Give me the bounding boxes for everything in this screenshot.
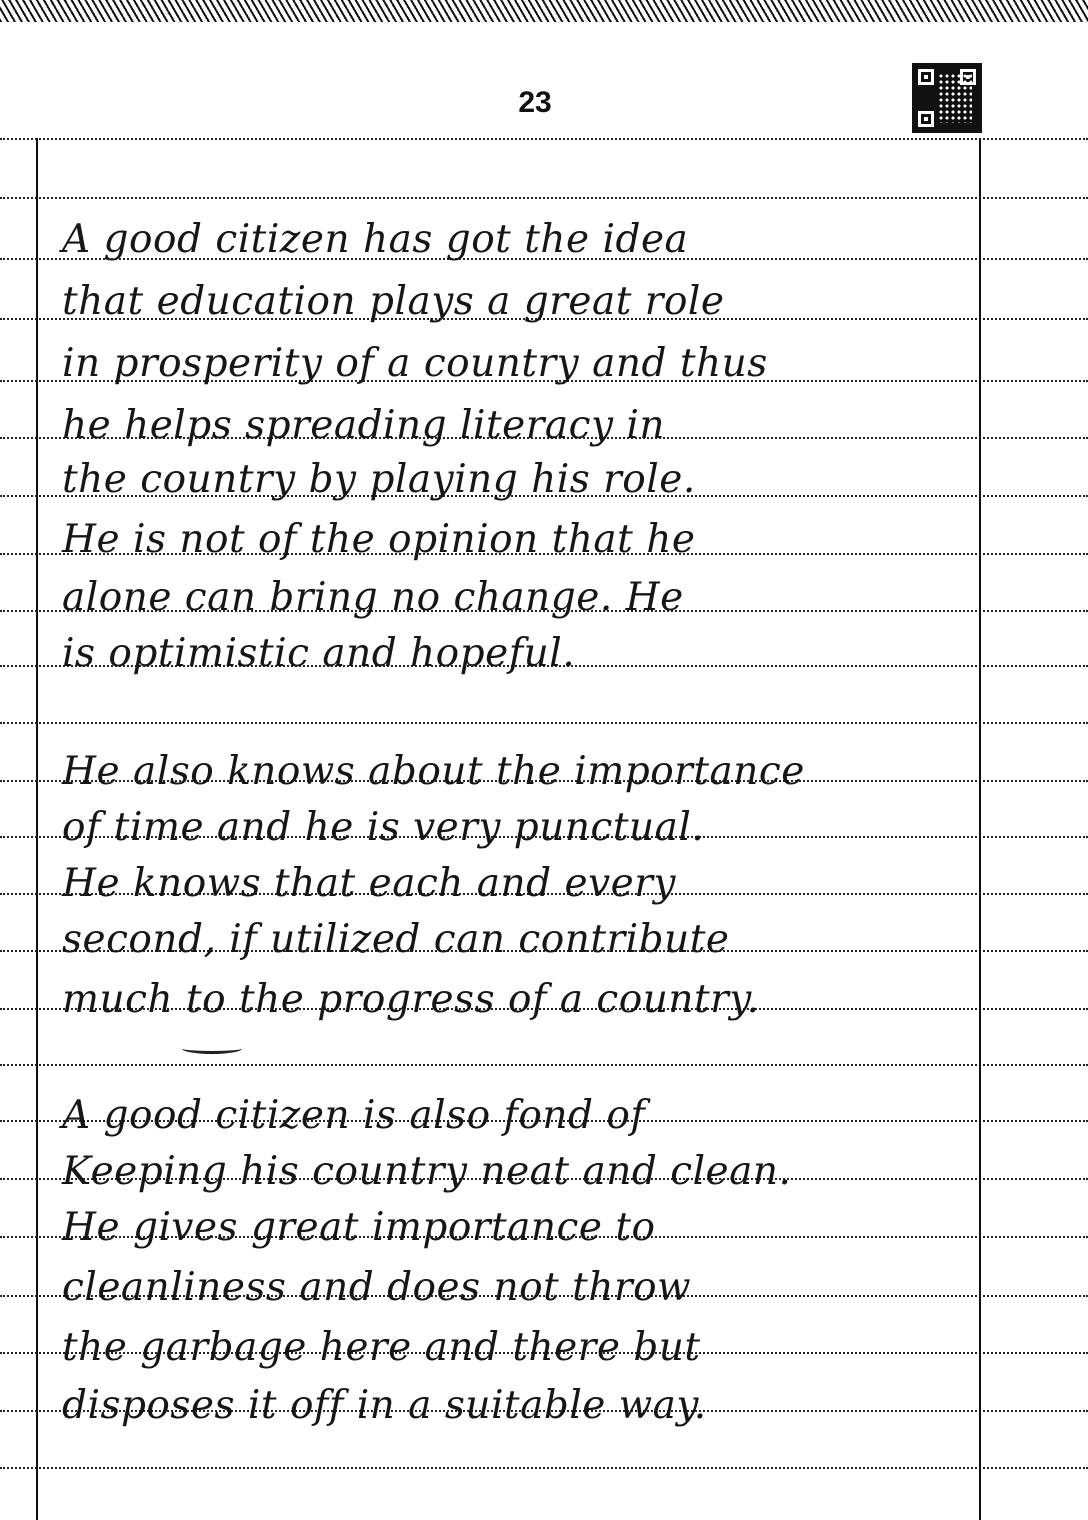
answer-line: He also knows about the importance	[62, 749, 805, 794]
answer-line: second, if utilized can contribute	[62, 917, 730, 962]
answer-line: cleanliness and does not throw	[62, 1265, 691, 1310]
answer-line: is optimistic and hopeful.	[62, 631, 576, 676]
answer-line: A good citizen is also fond of	[62, 1093, 646, 1138]
right-margin-line	[979, 138, 981, 1520]
answer-line: Keeping his country neat and clean.	[62, 1149, 792, 1194]
ruled-line	[0, 197, 1088, 199]
ruled-line	[0, 138, 1088, 140]
answer-line: that education plays a great role	[62, 279, 725, 324]
ruled-line	[0, 1064, 1088, 1066]
qr-code-icon	[912, 63, 982, 133]
answer-line: the country by playing his role.	[62, 457, 696, 502]
answer-line: much to the progress of a country.	[62, 977, 760, 1022]
answer-line: A good citizen has got the idea	[62, 217, 689, 262]
ruled-line	[0, 1467, 1088, 1469]
answer-line: He is not of the opinion that he	[62, 517, 696, 562]
left-margin-line	[36, 138, 38, 1520]
answer-line: He gives great importance to	[62, 1205, 656, 1250]
answer-line: He knows that each and every	[62, 861, 676, 906]
ruled-line	[0, 722, 1088, 724]
answer-line: disposes it off in a suitable way.	[62, 1383, 707, 1428]
answer-line: alone can bring no change. He	[62, 575, 684, 620]
pen-stroke-mark	[182, 1043, 242, 1054]
answer-line: he helps spreading literacy in	[62, 403, 665, 448]
answer-line: in prosperity of a country and thus	[62, 341, 768, 386]
top-hatched-border	[0, 0, 1088, 22]
answer-line: the garbage here and there but	[62, 1325, 701, 1370]
page-number: 23	[518, 86, 552, 119]
answer-line: of time and he is very punctual.	[62, 805, 705, 850]
